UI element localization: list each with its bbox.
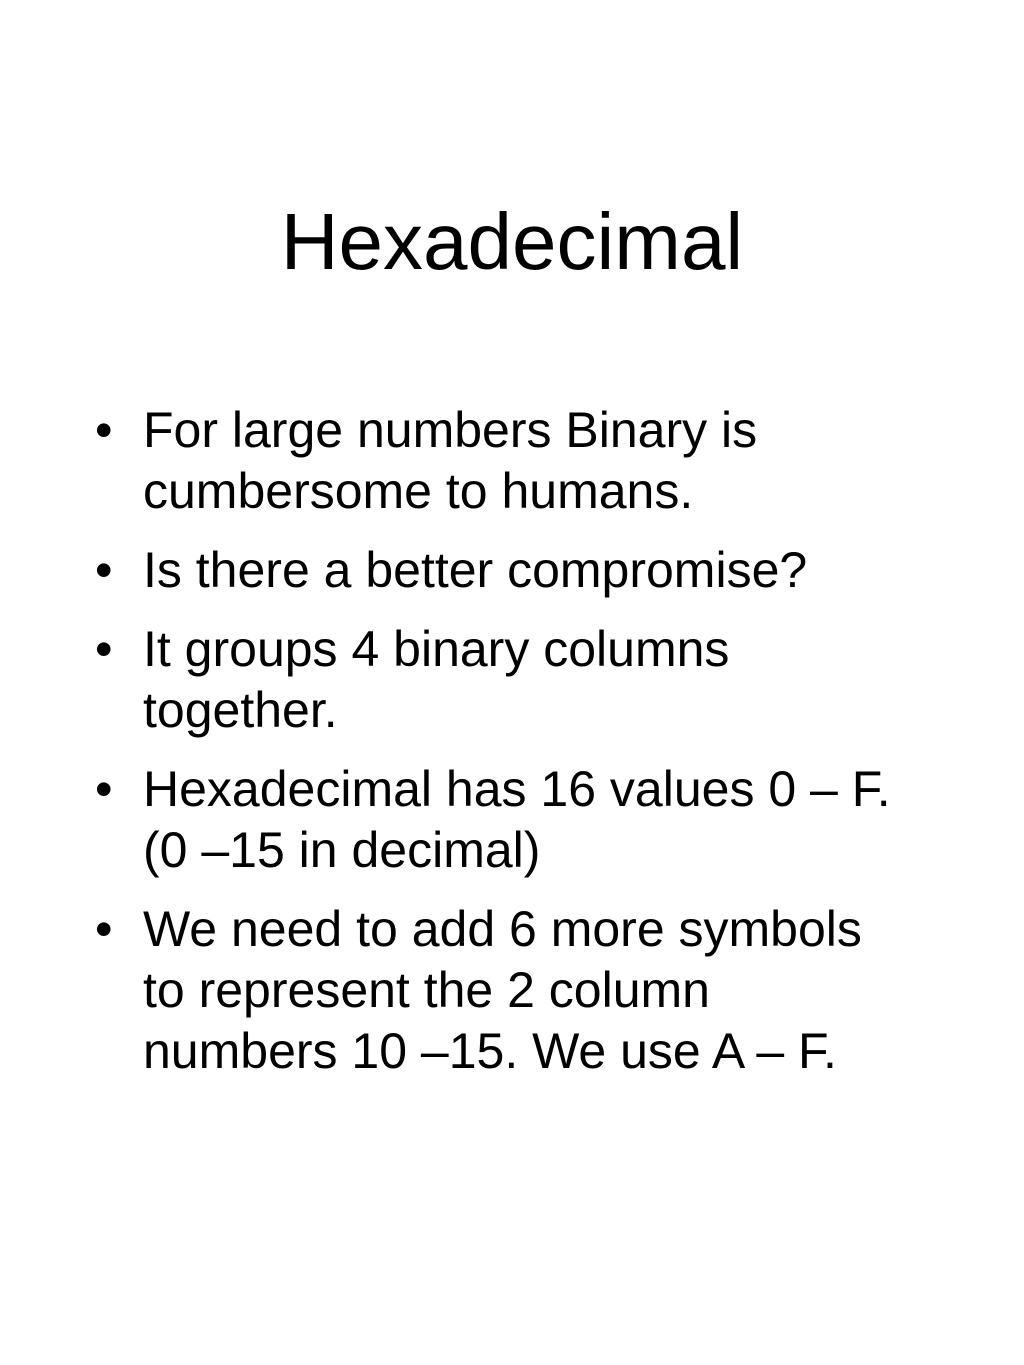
bullet-text: For large numbers Binary is cumbersome to humans. <box>143 402 772 519</box>
bullet-item <box>0 899 1024 1082</box>
bullet-dot-icon: • <box>95 621 113 677</box>
bullet-text: Is there a better compromise? <box>143 542 808 598</box>
bullet-dot-icon: • <box>95 542 113 598</box>
bullet-dot-icon: • <box>95 402 113 458</box>
bullet-item <box>0 400 1024 522</box>
bullet-dot-icon: • <box>95 761 113 817</box>
bullet-list <box>0 400 1024 1100</box>
bullet-item <box>0 759 1024 881</box>
bullet-dot-icon: • <box>95 901 113 957</box>
bullet-text: Hexadecimal has 16 values 0 – F. (0 –15 in decimal) <box>143 761 919 878</box>
bullet-item <box>0 540 1024 601</box>
bullet-text: We need to add 6 more symbols to represent the 2 column numbers 10 –15. We use A – F. <box>143 901 876 1079</box>
bullet-item <box>0 619 1024 741</box>
bullet-text: It groups 4 binary columns together. <box>143 621 744 738</box>
slide-title: Hexadecimal <box>280 197 744 286</box>
